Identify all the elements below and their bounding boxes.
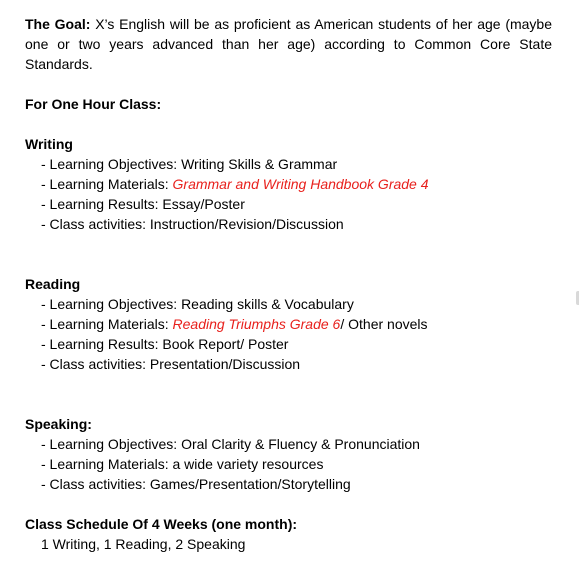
reading-materials-title: Reading Triumphs Grade 6 — [172, 316, 341, 332]
speaking-activities — [25, 474, 552, 494]
writing-materials-title: Grammar and Writing Handbook Grade 4 — [172, 176, 429, 192]
speaking-activities-text: - Class activities: Games/Presentation/Storytelling — [41, 476, 351, 492]
goal-label: The Goal: — [25, 16, 91, 32]
speaking-materials — [25, 454, 552, 474]
goal-paragraph — [25, 14, 552, 74]
spacer — [25, 114, 552, 134]
spacer — [25, 494, 552, 514]
writing-heading: Writing — [25, 136, 73, 152]
reading-objectives — [25, 294, 552, 314]
reading-materials — [25, 314, 552, 334]
schedule-text: 1 Writing, 1 Reading, 2 Speaking — [41, 536, 246, 552]
reading-heading: Reading — [25, 276, 81, 292]
reading-activities-text: - Class activities: Presentation/Discussion — [41, 356, 301, 372]
reading-results — [25, 334, 552, 354]
speaking-objectives-text: - Learning Objectives: Oral Clarity & Fluency & Pronunciation — [41, 436, 420, 452]
reading-materials-suffix: / Other novels — [340, 316, 428, 332]
writing-materials — [25, 174, 552, 194]
writing-objectives-text: - Learning Objectives: Writing Skills & Grammar — [41, 156, 338, 172]
class-heading: For One Hour Class: — [25, 96, 162, 112]
writing-activities — [25, 214, 552, 234]
spacer — [25, 234, 552, 274]
writing-results-text: - Learning Results: Essay/Poster — [41, 196, 245, 212]
schedule-heading: Class Schedule Of 4 Weeks (one month): — [25, 516, 298, 532]
writing-materials-label: - Learning Materials: — [41, 176, 173, 192]
reading-activities — [25, 354, 552, 374]
spacer — [25, 74, 552, 94]
speaking-materials-text: - Learning Materials: a wide variety resources — [41, 456, 324, 472]
reading-materials-label: - Learning Materials: — [41, 316, 173, 332]
writing-results — [25, 194, 552, 214]
document-body — [25, 14, 552, 554]
reading-results-text: - Learning Results: Book Report/ Poster — [41, 336, 289, 352]
speaking-objectives — [25, 434, 552, 454]
reading-objectives-text: - Learning Objectives: Reading skills & Vocabulary — [41, 296, 354, 312]
speaking-heading: Speaking: — [25, 416, 92, 432]
spacer — [25, 374, 552, 414]
writing-objectives — [25, 154, 552, 174]
goal-text: X’s English will be as proficient as American students of her age (maybe one or two years advanced than her age) according to Common Core State Standards. — [25, 16, 553, 72]
writing-activities-text: - Class activities: Instruction/Revision/Discussion — [41, 216, 344, 232]
